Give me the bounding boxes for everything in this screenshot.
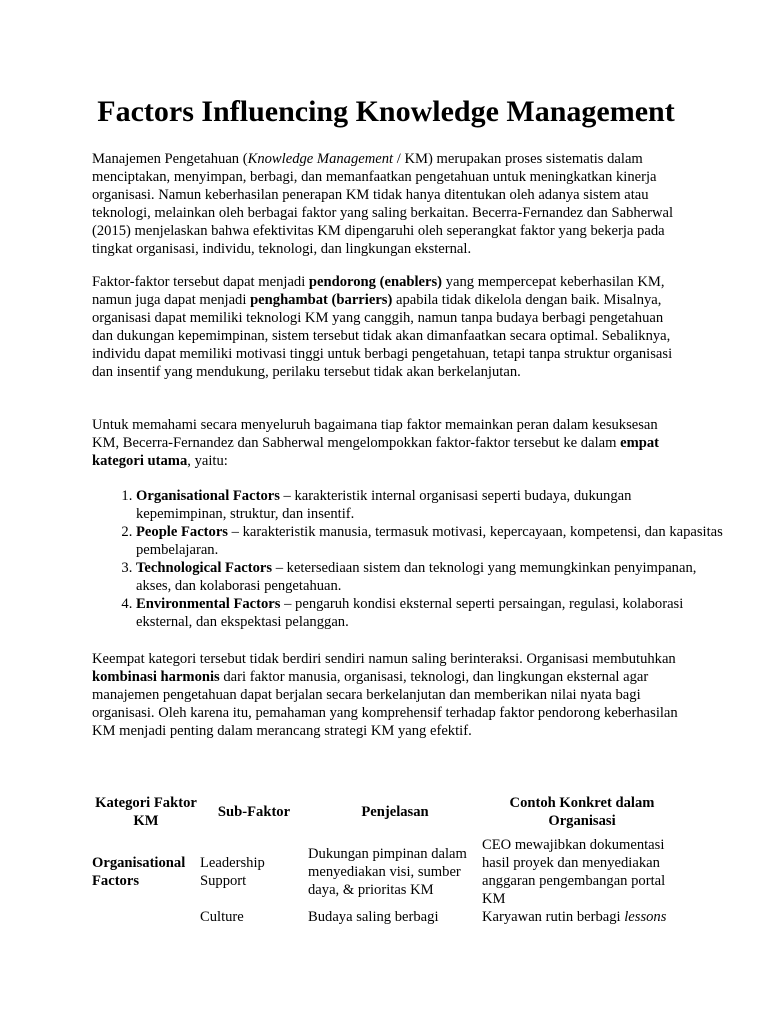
table-row xyxy=(92,836,682,908)
bold-term-enablers: pendorong (enablers) xyxy=(308,274,443,290)
factor-name: Technological Factors xyxy=(136,560,273,576)
table-cell-example: CEO mewajibkan dokumentasi hasil proyek dan menyediakan anggaran pengembangan portal KM xyxy=(482,837,666,907)
bold-term-harmonis: kombinasi harmonis xyxy=(92,669,220,685)
factor-description: – karakteristik internal organisasi seperti budaya, dukungan kepemimpinan, struktur, dan insentif. xyxy=(136,488,632,522)
list-item xyxy=(136,487,724,523)
text-run: Manajemen Pengetahuan ( xyxy=(92,151,248,167)
table-cell-explanation: Dukungan pimpinan dalam menyediakan visi, sumber daya, & prioritas KM xyxy=(308,846,467,898)
text-run: apabila tidak dikelola dengan baik. Misalnya, organisasi dapat memiliki teknologi KM yang canggih, namun tanpa budaya berbagi pengetahuan dan dukungan kepemimpinan, sistem tersebut tidak akan dimanfaatkan secara optimal. Sebaliknya, individu dapat memiliki motivasi tinggi untuk berbagi pengetahuan, tetapi tanpa struktur organisasi dan insentif yang mendukung, perilaku tersebut tidak akan berkelanjutan. xyxy=(92,292,673,380)
table-cell-example xyxy=(482,908,682,926)
factors-table xyxy=(92,794,682,926)
italic-term: Knowledge Management xyxy=(247,151,394,167)
text-run: yang mempercepat keberhasilan KM, namun juga dapat menjadi xyxy=(92,274,665,308)
factor-description: – pengaruh kondisi eksternal seperti persaingan, regulasi, kolaborasi eksternal, dan ekspektasi pelanggan. xyxy=(136,596,684,630)
conclusion-paragraph xyxy=(92,650,680,740)
table-row xyxy=(92,908,682,926)
table-header-row xyxy=(92,794,682,836)
factor-name: Organisational Factors xyxy=(136,488,280,504)
bold-term-barriers: penghambat (barriers) xyxy=(250,292,393,308)
page-title: Factors Influencing Knowledge Management xyxy=(97,95,675,128)
table-cell-subfactor: Culture xyxy=(200,909,244,925)
column-header: Kategori Faktor KM xyxy=(95,795,197,829)
text-run: dari faktor manusia, organisasi, teknologi, dan lingkungan eksternal agar manajemen pengetahuan dapat berjalan secara berkelanjutan dan memberikan nilai nyata bagi organisasi. Oleh karena itu, pemahaman yang komprehensif terhadap faktor pendorong keberhasilan KM menjadi penting dalam merancang strategi KM yang efektif. xyxy=(92,669,678,739)
intro-paragraph xyxy=(92,150,680,258)
column-header: Contoh Konkret dalam Organisasi xyxy=(509,795,655,829)
italic-term: lessons xyxy=(624,909,667,925)
list-item xyxy=(136,559,724,595)
list-item xyxy=(136,595,724,631)
text-run: Faktor-faktor tersebut dapat menjadi xyxy=(92,274,309,290)
bold-term-categories: empat kategori utama xyxy=(92,435,660,469)
table-cell-explanation: Budaya saling berbagi xyxy=(308,909,439,925)
list-item xyxy=(136,523,724,559)
text-run: Keempat kategori tersebut tidak berdiri sendiri namun saling berinteraksi. Organisasi membutuhkan xyxy=(92,651,676,667)
category-label: Organisational Factors xyxy=(92,855,186,889)
enablers-paragraph xyxy=(92,273,680,381)
factor-name: People Factors xyxy=(136,524,228,540)
factor-description: – karakteristik manusia, termasuk motivasi, kepercayaan, kompetensi, dan kapasitas pembelajaran. xyxy=(136,524,723,558)
text-run: / KM) merupakan proses sistematis dalam menciptakan, menyimpan, berbagi, dan memanfaatkan pengetahuan untuk meningkatkan kinerja organisasi. Namun keberhasilan penerapan KM tidak hanya ditentukan oleh adanya sistem atau teknologi, melainkan oleh berbagai faktor yang saling berkaitan. Becerra-Fernandez dan Sabherwal (2015) menjelaskan bahwa efektivitas KM dipengaruhi oleh seperangkat faktor yang bekerja pada tingkat organisasi, individu, teknologi, dan lingkungan eksternal. xyxy=(92,151,674,257)
text-run: Karyawan rutin berbagi xyxy=(482,909,625,925)
table-cell-subfactor: Leadership Support xyxy=(200,855,265,889)
table-cell-category xyxy=(92,908,200,926)
table-cell-category xyxy=(92,836,200,908)
text-run: Untuk memahami secara menyeluruh bagaimana tiap faktor memainkan peran dalam kesuksesan KM, Becerra-Fernandez dan Sabherwal mengelompokkan faktor-faktor tersebut ke dalam xyxy=(92,417,658,451)
column-header: Sub-Faktor xyxy=(217,804,291,820)
factor-name: Environmental Factors xyxy=(136,596,281,612)
factor-list xyxy=(92,487,724,631)
factor-description: – ketersediaan sistem dan teknologi yang memungkinkan penyimpanan, akses, dan kolaborasi pengetahuan. xyxy=(136,560,697,594)
categories-intro-paragraph xyxy=(92,416,680,470)
column-header: Penjelasan xyxy=(361,804,429,820)
text-run: , yaitu: xyxy=(187,453,228,469)
